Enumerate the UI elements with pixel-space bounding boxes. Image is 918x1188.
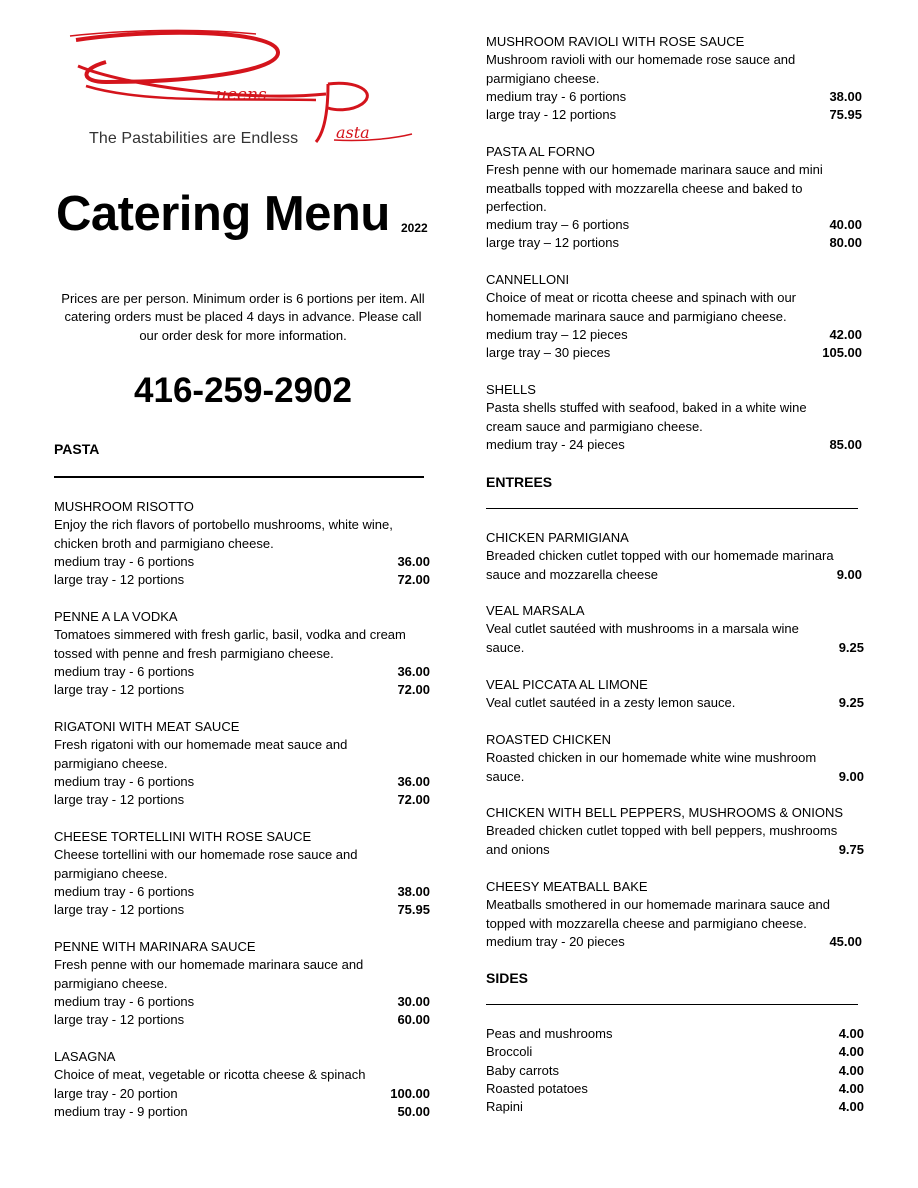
- item-name: CHICKEN WITH BELL PEPPERS, MUSHROOMS & ONIONS: [486, 805, 844, 820]
- menu-item: [486, 676, 864, 713]
- price-row: [54, 883, 430, 901]
- section-title-entrees: ENTREES: [486, 474, 553, 490]
- menu-item: [54, 1048, 430, 1121]
- size-label: large tray - 12 portions: [54, 1012, 185, 1028]
- item-name: VEAL PICCATA AL LIMONE: [486, 677, 648, 692]
- list-item: [486, 1080, 864, 1098]
- price-row: [54, 1011, 430, 1029]
- item-name: PENNE WITH MARINARA SAUCE: [54, 939, 256, 954]
- price-row: [54, 993, 430, 1011]
- menu-item: [486, 731, 864, 786]
- item-name: RIGATONI WITH MEAT SAUCE: [54, 719, 240, 734]
- size-label: medium tray - 6 portions: [54, 993, 195, 1009]
- size-label: medium tray – 12 pieces: [486, 326, 628, 342]
- price-row: [486, 326, 862, 344]
- price-row: [486, 694, 864, 712]
- menu-item: [486, 529, 862, 584]
- price-row: [54, 663, 430, 681]
- list-item: [486, 1043, 864, 1061]
- price: 9.75: [838, 841, 864, 857]
- price: 9.00: [838, 768, 864, 784]
- price: 45.00: [829, 933, 862, 949]
- section-divider: [486, 1004, 858, 1005]
- price-row: [486, 88, 862, 106]
- item-description: Enjoy the rich flavors of portobello mushrooms, white wine, chicken broth and parmigiano cheese.: [54, 517, 393, 551]
- price: 38.00: [829, 88, 862, 104]
- list-item: [486, 1025, 864, 1043]
- item-name: PENNE A LA VODKA: [54, 609, 178, 624]
- item-name: MUSHROOM RISOTTO: [54, 499, 194, 514]
- size-label: large tray - 12 portions: [486, 107, 617, 123]
- price-row: [486, 106, 862, 124]
- item-description: Mushroom ravioli with our homemade rose sauce and parmigiano cheese.: [486, 52, 796, 86]
- size-label: large tray - 12 portions: [54, 682, 185, 698]
- size-label: medium tray – 6 portions: [486, 217, 630, 233]
- menu-item: [486, 33, 862, 124]
- menu-item: [54, 498, 430, 589]
- item-description: Fresh penne with our homemade marinara sauce and mini meatballs topped with mozzarella cheese and baked to perfection.: [486, 162, 823, 214]
- price: 38.00: [397, 883, 430, 899]
- svg-text:asta: asta: [336, 123, 370, 142]
- price: 9.00: [836, 566, 862, 582]
- size-label: large tray – 12 portions: [486, 235, 619, 251]
- item-name: CHEESE TORTELLINI WITH ROSE SAUCE: [54, 829, 312, 844]
- menu-item: [486, 804, 864, 859]
- phone-number[interactable]: 416-259-2902: [134, 371, 352, 410]
- menu-item: [54, 938, 430, 1029]
- size-label: large tray – 30 pieces: [486, 345, 611, 361]
- item-name: MUSHROOM RAVIOLI WITH ROSE SAUCE: [486, 34, 745, 49]
- price: 72.00: [397, 792, 430, 808]
- side-name: Roasted potatoes: [486, 1080, 588, 1096]
- price: 4.00: [838, 1099, 864, 1115]
- price: 36.00: [397, 773, 430, 789]
- item-description: and onions: [486, 841, 550, 857]
- size-label: medium tray - 6 portions: [486, 88, 627, 104]
- price-row: [54, 791, 430, 809]
- price-row: [54, 571, 430, 589]
- price: 4.00: [838, 1080, 864, 1096]
- tagline: The Pastabilities are Endless: [89, 130, 299, 147]
- price: 36.00: [397, 663, 430, 679]
- item-description: Fresh penne with our homemade marinara sauce and parmigiano cheese.: [54, 957, 364, 991]
- size-label: medium tray - 6 portions: [54, 553, 195, 569]
- svg-text:ueens: ueens: [216, 85, 267, 105]
- price: 72.00: [397, 572, 430, 588]
- page-title: Catering Menu: [56, 187, 390, 241]
- section-title-pasta: PASTA: [54, 441, 100, 457]
- price: 40.00: [829, 217, 862, 233]
- item-description: Roasted chicken in our homemade white wine mushroom: [486, 750, 817, 766]
- item-description: Veal cutlet sautéed in a zesty lemon sauce.: [486, 695, 736, 711]
- item-description: Breaded chicken cutlet topped with bell peppers, mushrooms: [486, 823, 838, 839]
- price: 75.95: [829, 107, 862, 123]
- size-label: medium tray - 20 pieces: [486, 933, 625, 949]
- side-name: Broccoli: [486, 1044, 533, 1060]
- price-row: [54, 553, 430, 571]
- price-row: [486, 436, 862, 454]
- price: 9.25: [838, 695, 864, 711]
- price: 4.00: [838, 1044, 864, 1060]
- price-row: [486, 234, 862, 252]
- price-row: [486, 639, 864, 657]
- size-label: large tray - 12 portions: [54, 902, 185, 918]
- item-name: PASTA AL FORNO: [486, 144, 595, 159]
- list-item: [486, 1098, 864, 1116]
- section-divider: [486, 508, 858, 509]
- price: 50.00: [397, 1103, 430, 1119]
- section-title-sides: SIDES: [486, 970, 529, 986]
- size-label: medium tray - 6 portions: [54, 663, 195, 679]
- menu-item: [486, 381, 862, 454]
- item-description: Fresh rigatoni with our homemade meat sauce and parmigiano cheese.: [54, 737, 348, 771]
- price-row: [54, 1103, 430, 1121]
- side-name: Peas and mushrooms: [486, 1026, 613, 1041]
- item-description: Pasta shells stuffed with seafood, baked in a white wine cream sauce and parmigiano cheese.: [486, 400, 807, 434]
- size-label: medium tray - 6 portions: [54, 883, 195, 899]
- price: 4.00: [838, 1026, 864, 1041]
- menu-item: [54, 828, 430, 919]
- menu-item: [486, 602, 864, 657]
- menu-item: [486, 143, 862, 253]
- item-description: Tomatoes simmered with fresh garlic, basil, vodka and cream tossed with penne and fresh parmigiano cheese.: [54, 627, 406, 661]
- price: 105.00: [822, 345, 862, 361]
- item-name: VEAL MARSALA: [486, 603, 585, 618]
- size-label: large tray - 20 portion: [54, 1085, 178, 1101]
- price: 30.00: [397, 993, 430, 1009]
- size-label: medium tray - 24 pieces: [486, 436, 625, 452]
- price: 72.00: [397, 682, 430, 698]
- item-description: Breaded chicken cutlet topped with our homemade marinara: [486, 548, 834, 564]
- sides-list: [486, 1025, 864, 1116]
- item-name: CHICKEN PARMIGIANA: [486, 530, 629, 545]
- price-row: [54, 773, 430, 791]
- price: 4.00: [838, 1062, 864, 1078]
- intro-text: Prices are per person. Minimum order is 6 portions per item. All catering orders must be placed 4 days in advance. Please call our order desk for more information.: [61, 291, 425, 343]
- item-name: SHELLS: [486, 382, 536, 397]
- list-item: [486, 1062, 864, 1080]
- item-description: Cheese tortellini with our homemade rose sauce and parmigiano cheese.: [54, 847, 358, 881]
- item-name: CANNELLONI: [486, 272, 570, 287]
- item-description: sauce and mozzarella cheese: [486, 566, 658, 582]
- side-name: Baby carrots: [486, 1062, 559, 1078]
- price: 9.25: [838, 639, 864, 655]
- side-name: Rapini: [486, 1099, 523, 1115]
- item-description: Choice of meat, vegetable or ricotta cheese & spinach: [54, 1067, 366, 1083]
- price-row: [54, 681, 430, 699]
- menu-year: 2022: [401, 221, 428, 235]
- item-description: Veal cutlet sautéed with mushrooms in a marsala wine: [486, 621, 799, 637]
- price-row: [486, 841, 864, 859]
- item-name: ROASTED CHICKEN: [486, 732, 611, 747]
- price: 42.00: [829, 326, 862, 342]
- price-row: [486, 566, 862, 584]
- menu-item: [486, 271, 862, 362]
- item-description: Choice of meat or ricotta cheese and spinach with our homemade marinara sauce and parmigiano cheese.: [486, 290, 797, 324]
- price: 75.95: [397, 902, 430, 918]
- price-row: [54, 901, 430, 919]
- menu-item: [486, 878, 862, 951]
- price-row: [486, 216, 862, 234]
- price: 100.00: [390, 1085, 430, 1101]
- price-row: [486, 344, 862, 362]
- price: 36.00: [397, 553, 430, 569]
- size-label: large tray - 12 portions: [54, 572, 185, 588]
- size-label: large tray - 12 portions: [54, 792, 185, 808]
- price: 85.00: [829, 436, 862, 452]
- item-name: LASAGNA: [54, 1049, 116, 1064]
- size-label: medium tray - 9 portion: [54, 1103, 188, 1119]
- price: 80.00: [829, 235, 862, 251]
- size-label: medium tray - 6 portions: [54, 773, 195, 789]
- menu-item: [54, 718, 430, 809]
- item-description: Meatballs smothered in our homemade marinara sauce and: [486, 897, 830, 913]
- item-description: topped with mozzarella cheese and parmigiano cheese.: [486, 915, 807, 931]
- item-description: sauce.: [486, 639, 525, 655]
- item-name: CHEESY MEATBALL BAKE: [486, 879, 648, 894]
- price-row: [486, 768, 864, 786]
- section-divider: [54, 476, 424, 478]
- item-description: sauce.: [486, 768, 525, 784]
- menu-item: [54, 608, 430, 699]
- price-row: [486, 933, 862, 951]
- price-row: [54, 1085, 430, 1103]
- price: 60.00: [397, 1012, 430, 1028]
